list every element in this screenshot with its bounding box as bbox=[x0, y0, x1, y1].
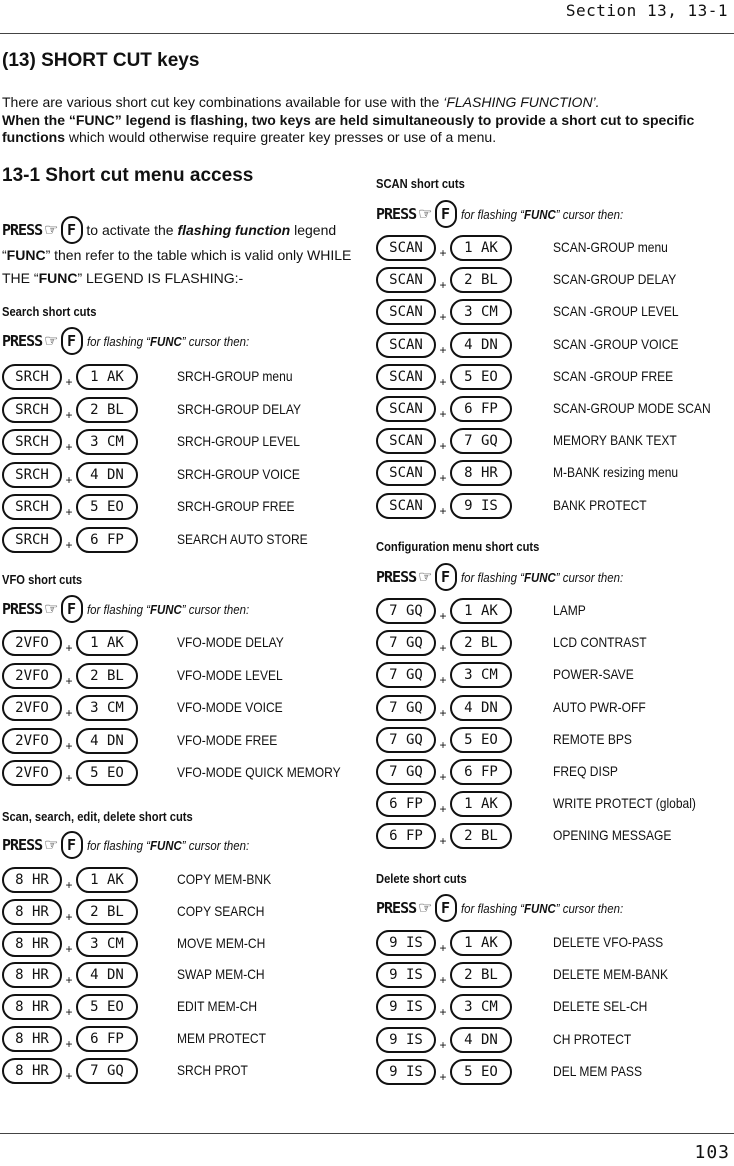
table-row bbox=[376, 427, 512, 455]
function-description: MEM PROTECT bbox=[177, 1030, 266, 1046]
function-description: SRCH-GROUP FREE bbox=[177, 498, 295, 514]
function-description: SRCH-GROUP DELAY bbox=[177, 400, 302, 417]
plus-sign: + bbox=[65, 973, 73, 988]
key-2: 1 AK bbox=[450, 791, 512, 817]
key-2: 2 BL bbox=[450, 267, 512, 293]
plus-sign: + bbox=[439, 737, 447, 752]
key-2: 3 CM bbox=[450, 299, 512, 325]
key-1: 7 GQ bbox=[376, 598, 436, 624]
function-description: WRITE PROTECT (global) bbox=[553, 795, 696, 812]
table-row bbox=[2, 629, 138, 657]
function-description: SRCH-GROUP LEVEL bbox=[177, 433, 300, 449]
table-row bbox=[376, 395, 512, 423]
note-a: for flashing “ bbox=[460, 900, 524, 916]
table-row bbox=[2, 930, 138, 958]
function-description: VFO-MODE DELAY bbox=[177, 634, 284, 650]
function-description: SRCH PROT bbox=[177, 1061, 248, 1078]
intro-text-2: which would otherwise require greater key presses or use of a menu. bbox=[65, 129, 497, 145]
subsection-heading: 13-1 Short cut menu access bbox=[2, 165, 254, 186]
table-row bbox=[2, 396, 138, 424]
plus-sign: + bbox=[65, 641, 73, 655]
plus-sign: + bbox=[439, 673, 447, 688]
plus-sign: + bbox=[65, 706, 73, 720]
intro-paragraph bbox=[2, 94, 727, 147]
key-2: 3 CM bbox=[76, 429, 138, 455]
key-1: SRCH bbox=[2, 364, 62, 390]
key-1: SCAN bbox=[376, 299, 436, 325]
intro-italic: ‘FLASHING FUNCTION’. bbox=[443, 94, 600, 110]
key-2: 1 AK bbox=[450, 598, 512, 624]
table-row bbox=[2, 993, 138, 1021]
func-instruction bbox=[2, 326, 271, 356]
intro-bold: When the “FUNC” legend is flashing, two keys are held simultaneously to provide a short cut to specific functions bbox=[2, 111, 695, 145]
key-1: 9 IS bbox=[376, 962, 436, 988]
function-description: VFO-MODE FREE bbox=[177, 731, 278, 748]
key-1: SCAN bbox=[376, 235, 436, 261]
key-2: 7 GQ bbox=[76, 1058, 138, 1084]
func-note bbox=[87, 602, 249, 617]
table-row bbox=[2, 727, 138, 755]
key-1: SCAN bbox=[376, 428, 436, 454]
table-row bbox=[376, 363, 512, 391]
press-text-f: FUNC bbox=[38, 269, 78, 286]
function-description: M-BANK resizing menu bbox=[553, 464, 679, 481]
function-description: VFO-MODE QUICK MEMORY bbox=[177, 764, 341, 780]
plus-sign: + bbox=[65, 505, 73, 519]
key-1: SCAN bbox=[376, 332, 436, 358]
plus-sign: + bbox=[65, 941, 73, 956]
key-2: 4 DN bbox=[450, 1027, 512, 1053]
function-description: POWER-SAVE bbox=[553, 666, 634, 683]
plus-sign: + bbox=[439, 246, 447, 260]
key-1: SRCH bbox=[2, 429, 62, 455]
plus-sign: + bbox=[65, 1037, 73, 1051]
key-1: 8 HR bbox=[2, 994, 62, 1020]
press-word: PRESS bbox=[2, 600, 43, 618]
plus-sign: + bbox=[439, 834, 447, 849]
function-description: SCAN-GROUP MODE SCAN bbox=[553, 400, 711, 416]
function-description: FREQ DISP bbox=[553, 763, 618, 779]
key-2: 6 FP bbox=[450, 759, 512, 785]
func-key-icon: F bbox=[435, 894, 457, 922]
func-key-icon: F bbox=[61, 595, 83, 623]
key-2: 4 DN bbox=[76, 462, 138, 488]
table-title: Scan, search, edit, delete short cuts bbox=[2, 809, 193, 824]
func-key-icon: F bbox=[61, 216, 83, 244]
key-1: 8 HR bbox=[2, 1026, 62, 1052]
function-description: SCAN-GROUP menu bbox=[553, 239, 668, 255]
key-1: 9 IS bbox=[376, 1027, 436, 1053]
table-title: Delete short cuts bbox=[376, 871, 467, 886]
plus-sign: + bbox=[65, 1068, 73, 1083]
key-2: 2 BL bbox=[450, 962, 512, 988]
plus-sign: + bbox=[439, 471, 447, 486]
key-1: 7 GQ bbox=[376, 727, 436, 753]
table-row bbox=[376, 1026, 512, 1054]
key-2: 6 FP bbox=[76, 527, 138, 553]
press-word: PRESS bbox=[376, 899, 417, 917]
press-text-a: to activate the bbox=[82, 222, 178, 238]
function-description: MEMORY BANK TEXT bbox=[553, 432, 677, 449]
table-row bbox=[2, 461, 138, 489]
table-row bbox=[376, 822, 512, 850]
pointing-hand-icon: ☞ bbox=[418, 206, 433, 223]
intro-text: There are various short cut key combinations available for use with the bbox=[2, 94, 444, 110]
func-key-icon: F bbox=[435, 563, 457, 591]
plus-sign: + bbox=[439, 374, 447, 389]
key-1: SRCH bbox=[2, 397, 62, 423]
key-2: 2 BL bbox=[76, 899, 138, 925]
table-row bbox=[376, 929, 512, 957]
function-description: AUTO PWR-OFF bbox=[553, 698, 646, 715]
plus-sign: + bbox=[65, 909, 73, 924]
key-2: 3 CM bbox=[76, 931, 138, 957]
plus-sign: + bbox=[65, 771, 73, 785]
plus-sign: + bbox=[439, 1069, 447, 1084]
table-row bbox=[2, 493, 138, 521]
key-2: 5 EO bbox=[450, 1059, 512, 1085]
table-title: Search short cuts bbox=[2, 304, 97, 319]
function-description: CH PROTECT bbox=[553, 1030, 632, 1047]
plus-sign: + bbox=[65, 440, 73, 454]
key-1: 7 GQ bbox=[376, 662, 436, 688]
plus-sign: + bbox=[439, 503, 447, 518]
key-1: SCAN bbox=[376, 460, 436, 486]
function-description: SRCH-GROUP menu bbox=[177, 368, 293, 384]
key-2: 4 DN bbox=[76, 728, 138, 754]
pointing-hand-icon: ☞ bbox=[44, 333, 59, 350]
plus-sign: + bbox=[65, 537, 73, 552]
key-2: 1 AK bbox=[76, 630, 138, 656]
key-2: 7 GQ bbox=[450, 428, 512, 454]
key-2: 2 BL bbox=[450, 630, 512, 656]
plus-sign: + bbox=[65, 1005, 73, 1020]
function-description: DELETE MEM-BANK bbox=[553, 966, 669, 983]
pointing-hand-icon: ☞ bbox=[44, 837, 59, 854]
press-word: PRESS bbox=[376, 568, 417, 586]
pointing-hand-icon: ☞ bbox=[44, 601, 59, 618]
press-word: PRESS bbox=[2, 332, 43, 350]
plus-sign: + bbox=[439, 1005, 447, 1020]
key-1: 8 HR bbox=[2, 899, 62, 925]
key-1: SRCH bbox=[2, 494, 62, 520]
key-2: 9 IS bbox=[450, 493, 512, 519]
plus-sign: + bbox=[439, 439, 447, 454]
key-1: SCAN bbox=[376, 364, 436, 390]
key-1: 2VFO bbox=[2, 630, 62, 656]
key-1: 9 IS bbox=[376, 1059, 436, 1085]
function-description: DELETE VFO-PASS bbox=[553, 934, 664, 950]
key-2: 2 BL bbox=[76, 663, 138, 689]
key-2: 5 EO bbox=[76, 994, 138, 1020]
function-description: REMOTE BPS bbox=[553, 730, 632, 747]
function-description: EDIT MEM-CH bbox=[177, 998, 258, 1015]
key-2: 1 AK bbox=[450, 930, 512, 956]
key-2: 4 DN bbox=[450, 695, 512, 721]
func-instruction bbox=[376, 893, 645, 923]
key-2: 6 FP bbox=[76, 1026, 138, 1052]
key-2: 1 AK bbox=[76, 364, 138, 390]
function-description: COPY SEARCH bbox=[177, 902, 265, 919]
function-description: SCAN -GROUP VOICE bbox=[553, 335, 679, 352]
note-c: ” cursor then: bbox=[555, 900, 623, 916]
table-row bbox=[376, 459, 512, 487]
function-description: LAMP bbox=[553, 602, 586, 618]
key-1: 2VFO bbox=[2, 695, 62, 721]
func-instruction bbox=[2, 830, 271, 860]
key-1: SRCH bbox=[2, 527, 62, 553]
table-row bbox=[2, 1025, 138, 1053]
func-instruction bbox=[376, 562, 645, 592]
note-b: FUNC bbox=[149, 837, 182, 853]
function-description: VFO-MODE LEVEL bbox=[177, 666, 283, 683]
function-description: COPY MEM-BNK bbox=[177, 871, 272, 887]
key-1: SCAN bbox=[376, 396, 436, 422]
func-note bbox=[87, 838, 249, 853]
plus-sign: + bbox=[65, 673, 73, 688]
pointing-hand-icon: ☞ bbox=[418, 900, 433, 917]
note-b: FUNC bbox=[149, 601, 182, 617]
function-description: DEL MEM PASS bbox=[553, 1062, 642, 1079]
function-description: SCAN -GROUP FREE bbox=[553, 367, 674, 384]
func-note bbox=[87, 334, 249, 349]
plus-sign: + bbox=[439, 609, 447, 623]
key-2: 3 CM bbox=[450, 994, 512, 1020]
key-1: 2VFO bbox=[2, 760, 62, 786]
func-key-icon: F bbox=[435, 200, 457, 228]
note-b: FUNC bbox=[523, 206, 556, 222]
table-row bbox=[2, 866, 138, 894]
table-row bbox=[376, 961, 512, 989]
plus-sign: + bbox=[439, 407, 447, 421]
press-word: PRESS bbox=[2, 221, 43, 239]
plus-sign: + bbox=[65, 375, 73, 389]
table-title: VFO short cuts bbox=[2, 572, 83, 587]
key-1: SCAN bbox=[376, 493, 436, 519]
note-c: ” cursor then: bbox=[555, 206, 623, 222]
table-row bbox=[2, 428, 138, 456]
key-1: 9 IS bbox=[376, 994, 436, 1020]
table-row bbox=[2, 961, 138, 989]
function-description: BANK PROTECT bbox=[553, 496, 647, 513]
key-2: 5 EO bbox=[76, 760, 138, 786]
plus-sign: + bbox=[439, 278, 447, 293]
note-b: FUNC bbox=[523, 569, 556, 585]
pointing-hand-icon: ☞ bbox=[418, 569, 433, 586]
plus-sign: + bbox=[439, 802, 447, 817]
key-2: 4 DN bbox=[450, 332, 512, 358]
function-description: DELETE SEL-CH bbox=[553, 998, 648, 1015]
table-row bbox=[2, 662, 138, 690]
func-note bbox=[461, 570, 623, 585]
note-a: for flashing “ bbox=[86, 837, 150, 853]
key-1: 8 HR bbox=[2, 867, 62, 893]
press-text-b: flashing function bbox=[177, 222, 291, 238]
table-row bbox=[376, 629, 512, 657]
table-row bbox=[376, 790, 512, 818]
table-row bbox=[2, 1057, 138, 1085]
table-row bbox=[376, 661, 512, 689]
key-1: 7 GQ bbox=[376, 695, 436, 721]
press-text-c: legend “ bbox=[2, 222, 337, 263]
table-row bbox=[2, 526, 138, 554]
note-a: for flashing “ bbox=[460, 569, 524, 585]
function-description: OPENING MESSAGE bbox=[553, 827, 672, 844]
note-b: FUNC bbox=[523, 900, 556, 916]
key-1: 7 GQ bbox=[376, 759, 436, 785]
func-key-icon: F bbox=[61, 831, 83, 859]
key-1: 6 FP bbox=[376, 791, 436, 817]
press-text-g: ” LEGEND IS FLASHING:- bbox=[77, 269, 244, 286]
table-title: Configuration menu short cuts bbox=[376, 539, 540, 554]
key-2: 2 BL bbox=[450, 823, 512, 849]
key-1: 9 IS bbox=[376, 930, 436, 956]
function-description: SCAN-GROUP DELAY bbox=[553, 271, 677, 288]
key-1: 8 HR bbox=[2, 931, 62, 957]
plus-sign: + bbox=[439, 641, 447, 656]
table-row bbox=[376, 234, 512, 262]
func-instruction bbox=[2, 594, 271, 624]
table-row bbox=[376, 694, 512, 722]
table-title: SCAN short cuts bbox=[376, 176, 465, 191]
table-row bbox=[376, 993, 512, 1021]
table-row bbox=[2, 363, 138, 391]
key-1: 6 FP bbox=[376, 823, 436, 849]
note-a: for flashing “ bbox=[86, 333, 150, 349]
function-description: MOVE MEM-CH bbox=[177, 934, 266, 951]
key-1: 8 HR bbox=[2, 962, 62, 988]
press-instruction bbox=[2, 216, 362, 289]
page-number: 103 bbox=[694, 1142, 730, 1163]
key-2: 6 FP bbox=[450, 396, 512, 422]
plus-sign: + bbox=[439, 941, 447, 955]
function-description: SEARCH AUTO STORE bbox=[177, 530, 308, 547]
press-text-e: ” then refer to the table which is valid only WHILE THE “ bbox=[2, 247, 352, 286]
function-description: VFO-MODE VOICE bbox=[177, 699, 283, 715]
table-row bbox=[2, 694, 138, 722]
plus-sign: + bbox=[439, 770, 447, 784]
footer-rule bbox=[0, 1133, 734, 1134]
key-1: 2VFO bbox=[2, 728, 62, 754]
func-note bbox=[461, 207, 623, 222]
function-description: SCAN -GROUP LEVEL bbox=[553, 303, 679, 320]
table-row bbox=[376, 492, 512, 520]
func-instruction bbox=[376, 199, 645, 229]
plus-sign: + bbox=[65, 878, 73, 892]
header-rule bbox=[0, 33, 734, 34]
table-row bbox=[376, 266, 512, 294]
key-1: 2VFO bbox=[2, 663, 62, 689]
plus-sign: + bbox=[439, 705, 447, 720]
press-text-d: FUNC bbox=[6, 247, 46, 263]
key-1: SRCH bbox=[2, 462, 62, 488]
press-word: PRESS bbox=[376, 205, 417, 223]
key-2: 5 EO bbox=[76, 494, 138, 520]
press-word: PRESS bbox=[2, 836, 43, 854]
key-1: 7 GQ bbox=[376, 630, 436, 656]
pointing-hand-icon: ☞ bbox=[44, 222, 59, 239]
key-2: 3 CM bbox=[450, 662, 512, 688]
key-1: 8 HR bbox=[2, 1058, 62, 1084]
plus-sign: + bbox=[439, 310, 447, 325]
note-c: ” cursor then: bbox=[181, 601, 249, 617]
plus-sign: + bbox=[439, 973, 447, 988]
key-1: SCAN bbox=[376, 267, 436, 293]
plus-sign: + bbox=[65, 472, 73, 487]
note-c: ” cursor then: bbox=[181, 837, 249, 853]
plus-sign: + bbox=[439, 1037, 447, 1052]
table-row bbox=[2, 898, 138, 926]
plus-sign: + bbox=[439, 342, 447, 357]
key-2: 4 DN bbox=[76, 962, 138, 988]
table-row bbox=[376, 331, 512, 359]
table-row bbox=[376, 1058, 512, 1086]
key-2: 1 AK bbox=[76, 867, 138, 893]
note-c: ” cursor then: bbox=[555, 569, 623, 585]
table-row bbox=[2, 759, 138, 787]
func-note bbox=[461, 901, 623, 916]
key-2: 5 EO bbox=[450, 364, 512, 390]
key-2: 2 BL bbox=[76, 397, 138, 423]
func-key-icon: F bbox=[61, 327, 83, 355]
plus-sign: + bbox=[65, 407, 73, 422]
key-2: 1 AK bbox=[450, 235, 512, 261]
note-a: for flashing “ bbox=[460, 206, 524, 222]
key-2: 8 HR bbox=[450, 460, 512, 486]
table-row bbox=[376, 298, 512, 326]
note-c: ” cursor then: bbox=[181, 333, 249, 349]
table-row bbox=[376, 726, 512, 754]
section-heading: (13) SHORT CUT keys bbox=[2, 50, 200, 71]
function-description: SWAP MEM-CH bbox=[177, 966, 265, 983]
section-header: Section 13, 13-1 bbox=[565, 1, 728, 20]
note-b: FUNC bbox=[149, 333, 182, 349]
function-description: LCD CONTRAST bbox=[553, 634, 647, 651]
table-row bbox=[376, 758, 512, 786]
function-description: SRCH-GROUP VOICE bbox=[177, 465, 300, 482]
key-2: 3 CM bbox=[76, 695, 138, 721]
plus-sign: + bbox=[65, 738, 73, 753]
key-2: 5 EO bbox=[450, 727, 512, 753]
note-a: for flashing “ bbox=[86, 601, 150, 617]
table-row bbox=[376, 597, 512, 625]
